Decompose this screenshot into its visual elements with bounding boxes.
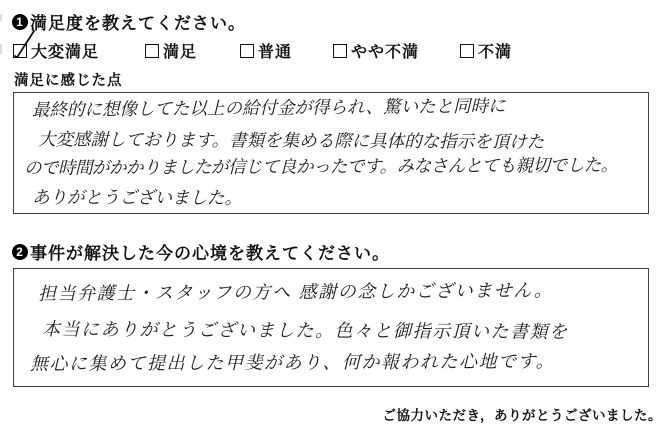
option-label-somewhat-dissatisfied: やや不満 [351, 44, 420, 61]
option-neutral[interactable] [240, 39, 292, 62]
option-label-very-satisfied: 大変満足 [31, 44, 100, 61]
question1-title: 満足度を教えてください。 [30, 14, 246, 33]
handwritten-line: 最終的に想像してた以上の給付金が得られ、驚いたと同時に [31, 96, 506, 121]
handwritten-line: 担当弁護士・スタッフの方へ 感謝の念しかございません。 [37, 280, 554, 305]
scan-artifact [0, 14, 2, 21]
handwritten-line: 本当にありがとうございました。色々と御指示頂いた書類を [41, 319, 569, 343]
handwritten-line: ので時間がかかりましたが信じて良かったです。みなさんとても親切でした。 [23, 155, 618, 179]
checkbox-satisfied[interactable] [145, 44, 159, 58]
handwritten-line: 無心に集めて提出した甲斐があり、何か報われた心地です。 [29, 351, 556, 375]
option-satisfied[interactable] [145, 39, 197, 62]
checkbox-somewhat-dissatisfied[interactable] [333, 44, 347, 58]
question1-heading [12, 9, 246, 34]
question2-number-badge: 2 [12, 244, 28, 260]
question1-number-badge: 1 [12, 14, 28, 30]
option-very-satisfied[interactable] [13, 39, 99, 62]
question2-title: 事件が解決した今の心境を教えてください。 [30, 244, 390, 263]
option-somewhat-dissatisfied[interactable] [333, 39, 419, 62]
answer-box-satisfaction [13, 92, 649, 214]
satisfaction-points-label: 満足に感じた点 [14, 73, 123, 89]
checkbox-very-satisfied[interactable] [13, 44, 27, 58]
option-label-dissatisfied: 不満 [478, 44, 513, 61]
answer-box-feelings [13, 268, 649, 387]
option-label-satisfied: 満足 [163, 44, 198, 61]
checkbox-neutral[interactable] [240, 44, 254, 58]
option-label-neutral: 普通 [258, 44, 293, 61]
handwritten-line: ありがとうございました。 [31, 188, 243, 209]
checkbox-dissatisfied[interactable] [460, 44, 474, 58]
footer-thanks-text: ご協力いただき，ありがとうございました。 [382, 408, 662, 423]
scan-artifact [0, 44, 2, 54]
handwritten-line: 大変感謝しております。書類を集める際に具体的な指示を頂けた [37, 130, 545, 153]
option-dissatisfied[interactable] [460, 39, 512, 62]
question2-heading [12, 239, 390, 264]
